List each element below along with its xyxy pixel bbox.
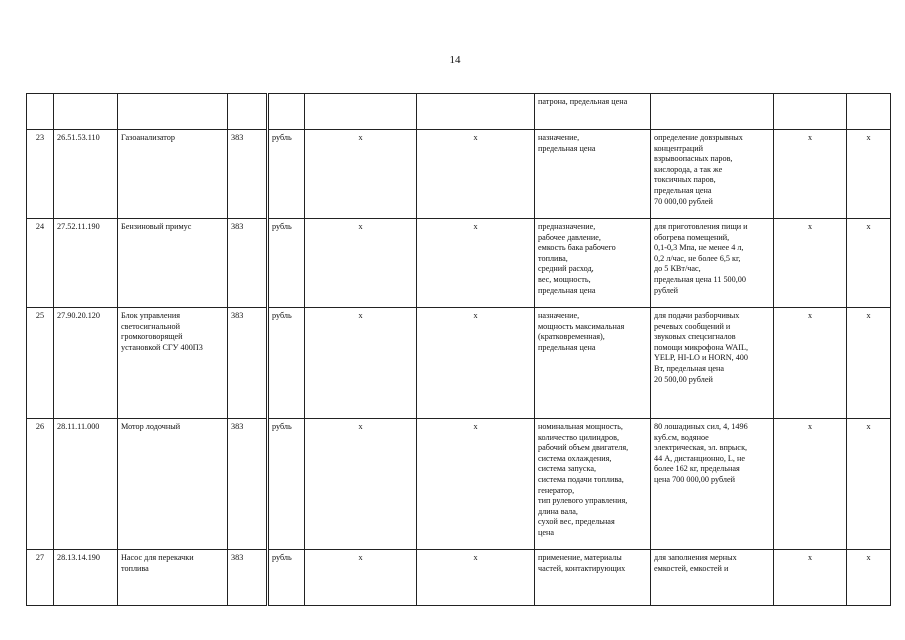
characteristics-line: система подачи топлива, (538, 474, 624, 484)
values-line: до 5 КВт/час, (654, 264, 701, 274)
cell-col6 (305, 94, 417, 130)
mark-col6: х (358, 311, 363, 320)
row-number: 26 (35, 422, 45, 431)
characteristics-line: система запуска, (538, 464, 597, 474)
characteristics-line: тип рулевого управления, (538, 496, 628, 506)
item-name-line: Насос для перекачки (121, 553, 194, 562)
cell-values (651, 419, 774, 550)
values-line: цена 700 000,00 рублей (654, 474, 736, 484)
item-name-line: Бензиновый примус (121, 222, 192, 231)
values-line: речевых сообщений и (654, 321, 731, 331)
cell-characteristics (535, 308, 651, 419)
characteristics-line: применение, материалы (538, 553, 622, 562)
okei-code: 383 (231, 422, 244, 431)
cell-characteristics (535, 419, 651, 550)
okpd-code: 28.13.14.190 (57, 553, 100, 562)
mark-col11: х (866, 311, 871, 320)
unit-name: рубль (272, 311, 292, 320)
characteristics-line: (кратковременная), (538, 332, 605, 342)
cell-code (54, 94, 118, 130)
cell-code (54, 219, 118, 308)
cell-col7 (417, 550, 535, 606)
cell-col6 (305, 219, 417, 308)
row-number: 24 (35, 222, 45, 231)
cell-name (118, 308, 228, 419)
values-line: предельная цена (654, 185, 712, 195)
cell-values (651, 94, 774, 130)
cell-col6 (305, 308, 417, 419)
cell-col7 (417, 94, 535, 130)
cell-okei (228, 219, 268, 308)
cell-unit (268, 419, 305, 550)
cell-col6 (305, 550, 417, 606)
okpd-code: 26.51.53.110 (57, 133, 100, 142)
item-name-line: топлива (121, 563, 149, 573)
row-number: 27 (35, 553, 45, 562)
okpd-code: 27.90.20.120 (57, 311, 100, 320)
cell-unit (268, 94, 305, 130)
mark-col6: х (358, 422, 363, 431)
cell-col7 (417, 130, 535, 219)
values-line: более 162 кг, предельная (654, 464, 740, 474)
characteristics-line: генератор, (538, 485, 575, 495)
cell-code (54, 308, 118, 419)
cell-characteristics (535, 219, 651, 308)
mark-col11: х (866, 553, 871, 562)
unit-name: рубль (272, 133, 292, 142)
cell-values (651, 219, 774, 308)
mark-col6: х (358, 222, 363, 231)
cell-col11 (847, 419, 891, 550)
unit-name: рубль (272, 553, 292, 562)
characteristics-line: предназначение, (538, 222, 596, 231)
values-line: электрическая, эл. впрыск, (654, 443, 748, 453)
cell-col10 (774, 308, 847, 419)
characteristics-line: предельная цена (538, 342, 596, 352)
cell-name (118, 94, 228, 130)
cell-characteristics (535, 94, 651, 130)
cell-values (651, 130, 774, 219)
values-line: определение довзрывных (654, 133, 743, 142)
values-line: емкостей, емкостей и (654, 563, 729, 573)
row-number: 23 (35, 133, 45, 142)
characteristics-line: система охлаждения, (538, 453, 612, 463)
table-row (27, 550, 891, 606)
cell-name (118, 550, 228, 606)
mark-col7: х (473, 553, 478, 562)
characteristics-line: предельная цена (538, 285, 596, 295)
cell-values (651, 550, 774, 606)
item-name-line: светосигнальной (121, 321, 180, 331)
values-line: кислорода, а так же (654, 164, 723, 174)
characteristics-line: длина вала, (538, 506, 578, 516)
values-line: куб.см, водяное (654, 432, 709, 442)
mark-col6: х (358, 133, 363, 142)
values-line: помощи микрофона WAIL, (654, 342, 749, 352)
values-line: рублей (654, 285, 679, 295)
unit-name: рубль (272, 422, 292, 431)
cell-code (54, 419, 118, 550)
cell-col10 (774, 419, 847, 550)
mark-col6: х (358, 553, 363, 562)
mark-col11: х (866, 222, 871, 231)
characteristics-line: рабочий объем двигателя, (538, 443, 629, 453)
table-row (27, 130, 891, 219)
item-name-line: Блок управления (121, 311, 181, 320)
cell-col7 (417, 219, 535, 308)
cell-col10 (774, 219, 847, 308)
mark-col7: х (473, 133, 478, 142)
cell-name (118, 419, 228, 550)
cell-col7 (417, 419, 535, 550)
mark-col10: х (807, 553, 813, 562)
values-line: звуковых спецсигналов (654, 332, 736, 342)
cell-unit (268, 550, 305, 606)
cell-values (651, 308, 774, 419)
mark-col11: х (866, 422, 871, 431)
characteristics-line: мощность максимальная (538, 321, 625, 331)
table-body (27, 94, 891, 606)
values-line: 20 500,00 рублей (654, 374, 713, 384)
item-name-line: Газоанализатор (121, 133, 175, 142)
cell-unit (268, 308, 305, 419)
okei-code: 383 (231, 553, 244, 562)
characteristics-line: емкость бака рабочего (538, 243, 616, 253)
cell-col10 (774, 550, 847, 606)
item-name-line: Мотор лодочный (121, 422, 181, 431)
page-number: 14 (449, 54, 461, 66)
cell-characteristics (535, 550, 651, 606)
mark-col10: х (807, 422, 813, 431)
values-line: 70 000,00 рублей (654, 196, 713, 206)
values-line: для приготовления пищи и (654, 222, 748, 231)
unit-name: рубль (272, 222, 292, 231)
cell-okei (228, 94, 268, 130)
characteristics-line: рабочее давление, (538, 232, 601, 242)
cell-num (27, 550, 54, 606)
cell-col7 (417, 308, 535, 419)
table-row (27, 308, 891, 419)
cell-num (27, 419, 54, 550)
cell-unit (268, 130, 305, 219)
table-row (27, 419, 891, 550)
cell-col11 (847, 308, 891, 419)
cell-num (27, 94, 54, 130)
cell-num (27, 308, 54, 419)
cell-okei (228, 130, 268, 219)
cell-num (27, 219, 54, 308)
cell-num (27, 130, 54, 219)
characteristics-line: предельная цена (538, 143, 596, 153)
cell-code (54, 130, 118, 219)
cell-okei (228, 308, 268, 419)
mark-col11: х (866, 133, 871, 142)
cell-col11 (847, 130, 891, 219)
values-line: для заполнения мерных (654, 553, 737, 562)
cell-col6 (305, 419, 417, 550)
characteristics-line: цена (538, 527, 555, 537)
cell-col11 (847, 219, 891, 308)
okei-code: 383 (231, 133, 244, 142)
values-line: 0,2 л/час, не более 6,5 кг, (654, 253, 741, 263)
okei-code: 383 (231, 222, 244, 231)
cell-col10 (774, 94, 847, 130)
cell-characteristics (535, 130, 651, 219)
values-line: для подачи разборчивых (654, 311, 740, 320)
characteristics-line: средний расход, (538, 264, 594, 274)
row-number: 25 (35, 311, 45, 320)
continuation-row (27, 94, 891, 130)
item-name-line: громкоговорящей (121, 332, 183, 342)
characteristics-line: топлива, (538, 253, 568, 263)
values-line: Вт, предельная цена (654, 363, 724, 373)
values-line: концентраций (654, 143, 703, 153)
cell-col11 (847, 94, 891, 130)
values-line: взрывоопасных паров, (654, 154, 733, 164)
cell-col10 (774, 130, 847, 219)
characteristics-line: вес, мощность, (538, 274, 591, 284)
mark-col10: х (807, 222, 813, 231)
values-line: 0,1-0,3 Мпа, не менее 4 л, (654, 243, 744, 253)
characteristics-line: номинальная мощность, (538, 422, 623, 431)
values-line: YELP, HI-LO и HORN, 400 (654, 353, 748, 363)
characteristics-line: частей, контактирующих (538, 563, 626, 573)
cell-unit (268, 219, 305, 308)
characteristics-line: сухой вес, предельная (538, 517, 615, 527)
characteristics-line: количество цилиндров, (538, 432, 620, 442)
cell-name (118, 219, 228, 308)
cell-col11 (847, 550, 891, 606)
cell-name (118, 130, 228, 219)
mark-col10: х (807, 311, 813, 320)
values-line: обогрева помещений, (654, 232, 730, 242)
cell-col6 (305, 130, 417, 219)
characteristics-line: назначение, (538, 133, 580, 142)
values-line: 80 лошадиных сил, 4, 1496 (654, 422, 748, 431)
cell-okei (228, 419, 268, 550)
okpd-code: 27.52.11.190 (57, 222, 100, 231)
okei-code: 383 (231, 311, 244, 320)
mark-col7: х (473, 311, 478, 320)
characteristics-line: патрона, предельная цена (538, 97, 628, 106)
values-line: предельная цена 11 500,00 (654, 274, 746, 284)
cell-okei (228, 550, 268, 606)
mark-col7: х (473, 222, 478, 231)
cell-code (54, 550, 118, 606)
item-name-line: установкой СГУ 400П3 (121, 342, 203, 352)
table-row (27, 219, 891, 308)
values-line: токсичных паров, (654, 175, 716, 185)
characteristics-line: назначение, (538, 311, 580, 320)
okpd-code: 28.11.11.000 (57, 422, 100, 431)
mark-col7: х (473, 422, 478, 431)
procurement-table (26, 93, 891, 606)
values-line: 44 А, дистанционно, L, не (654, 453, 746, 463)
mark-col10: х (807, 133, 813, 142)
